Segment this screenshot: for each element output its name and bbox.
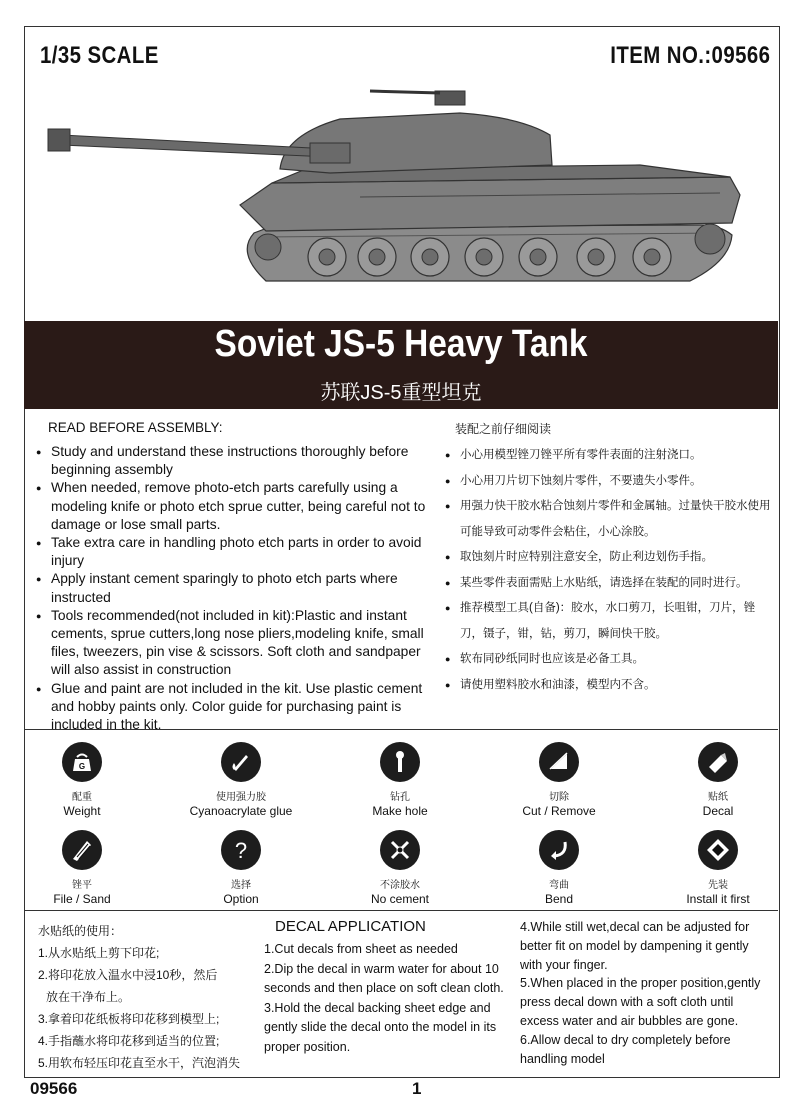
- title-banner: [24, 321, 778, 409]
- cut-icon: [539, 742, 579, 782]
- decal-heading: DECAL APPLICATION: [275, 918, 426, 935]
- list-item: ● 某些零件表面需贴上水贴纸，请选择在装配的同时进行。: [445, 571, 775, 597]
- list-item: ● When needed, remove photo-etch parts carefully using a modeling knife or photo etch sprue cutter, being careful not to damage or lose small parts.: [36, 479, 441, 534]
- symbol-install-first: 先装 Install it first: [638, 830, 798, 906]
- weight-icon: [62, 742, 102, 782]
- symbol-cut: 切除 Cut / Remove: [479, 742, 639, 818]
- symbol-drill: 钻孔 Make hole: [320, 742, 480, 818]
- symbol-no-cement: 不涂胶水 No cement: [320, 830, 480, 906]
- read-list-en: [36, 443, 441, 734]
- page-number: 1: [412, 1079, 422, 1098]
- question-icon: [221, 830, 261, 870]
- glue-drop-icon: [221, 742, 261, 782]
- list-item: ● 软布同砂纸同时也应该是必备工具。: [445, 647, 775, 673]
- decal-en-col2: 4.While still wet,decal can be adjusted for better fit on model by dampening it gently with your finger. 5.When placed in the proper position,gently press decal down with a soft cloth until excess water and air bubbles are gone. 6.Allow decal to dry completely before handling model: [520, 920, 761, 1066]
- list-item: ● 推荐模型工具(自备)：胶水，水口剪刀，长咀钳，刀片，锉刀，镊子，钳，钻，剪刀，瞬间快干胶。: [445, 596, 775, 647]
- list-item: ● 小心用模型锉刀锉平所有零件表面的注射浇口。: [445, 443, 775, 469]
- symbol-glue: 使用强力胶 Cyanoacrylate glue: [161, 742, 321, 818]
- tank-illustration: [40, 85, 760, 290]
- decal-en-col1: 1.Cut decals from sheet as needed 2.Dip the decal in warm water for about 10 seconds and then place on soft clean cloth. 3.Hold the decal backing sheet edge and gently slide the decal onto the model in its proper position.: [264, 942, 504, 1054]
- svg-text:?: ?: [234, 838, 248, 863]
- bend-icon: [539, 830, 579, 870]
- title-en: Soviet JS-5 Heavy Tank: [214, 323, 588, 365]
- no-cement-icon: [380, 830, 420, 870]
- scale-label: 1/35 SCALE: [40, 42, 159, 69]
- install-first-icon: [698, 830, 738, 870]
- drill-icon: [380, 742, 420, 782]
- item-number: ITEM NO.:09566: [609, 42, 770, 69]
- list-item: ● Apply instant cement sparingly to photo etch parts where instructed: [36, 570, 441, 606]
- list-item: ● Take extra care in handling photo etch parts in order to avoid injury: [36, 534, 441, 570]
- list-item: ● 小心用刀片切下蚀刻片零件，不要遗失小零件。: [445, 469, 775, 495]
- decal-cn: 水贴纸的使用： 1.从水贴纸上剪下印花; 2.将印花放入温水中浸10秒，然后 放在干净布上。 3.拿着印花纸板将印花移到模型上; 4.手指蘸水将印花移到适当的位置; 5.用软布轻压印花直至水干，汽泡消失: [38, 924, 241, 1070]
- list-item: ● Tools recommended(not included in kit):Plastic and instant cements, sprue cutters,long nose pliers,modeling knife, small files, tweezers, pin vise & scissors. Soft cloth and sandpaper will also assist in construction: [36, 607, 441, 680]
- divider: [24, 729, 778, 730]
- list-item: ● 请使用塑料胶水和油漆，模型内不含。: [445, 673, 775, 699]
- footer-item: 09566: [30, 1079, 78, 1098]
- symbol-bend: 弯曲 Bend: [479, 830, 639, 906]
- svg-text:G: G: [78, 762, 86, 771]
- symbol-weight: G 配重 Weight: [2, 742, 162, 818]
- divider: [24, 910, 778, 911]
- decal-icon: [698, 742, 738, 782]
- read-list-cn: [445, 443, 775, 698]
- symbol-file: 锉平 File / Sand: [2, 830, 162, 906]
- file-icon: [62, 830, 102, 870]
- list-item: ● 用强力快干胶水粘合蚀刻片零件和金属轴。过量快干胶水使用可能导致可动零件会粘住，小心涂胶。: [445, 494, 775, 545]
- list-item: ● 取蚀刻片时应特别注意安全，防止利边划伤手指。: [445, 545, 775, 571]
- symbol-option: ? 选择 Option: [161, 830, 321, 906]
- read-heading-en: READ BEFORE ASSEMBLY:: [48, 420, 223, 435]
- read-heading-cn: 装配之前仔细阅读: [455, 422, 552, 436]
- list-item: ● Glue and paint are not included in the kit. Use plastic cement and hobby paints only. Color guide for purchasing paint is included in the kit.: [36, 680, 441, 735]
- symbol-decal: 贴纸 Decal: [638, 742, 798, 818]
- title-cn: 苏联JS-5重型坦克: [320, 382, 482, 404]
- list-item: ● Study and understand these instructions thoroughly before beginning assembly: [36, 443, 441, 479]
